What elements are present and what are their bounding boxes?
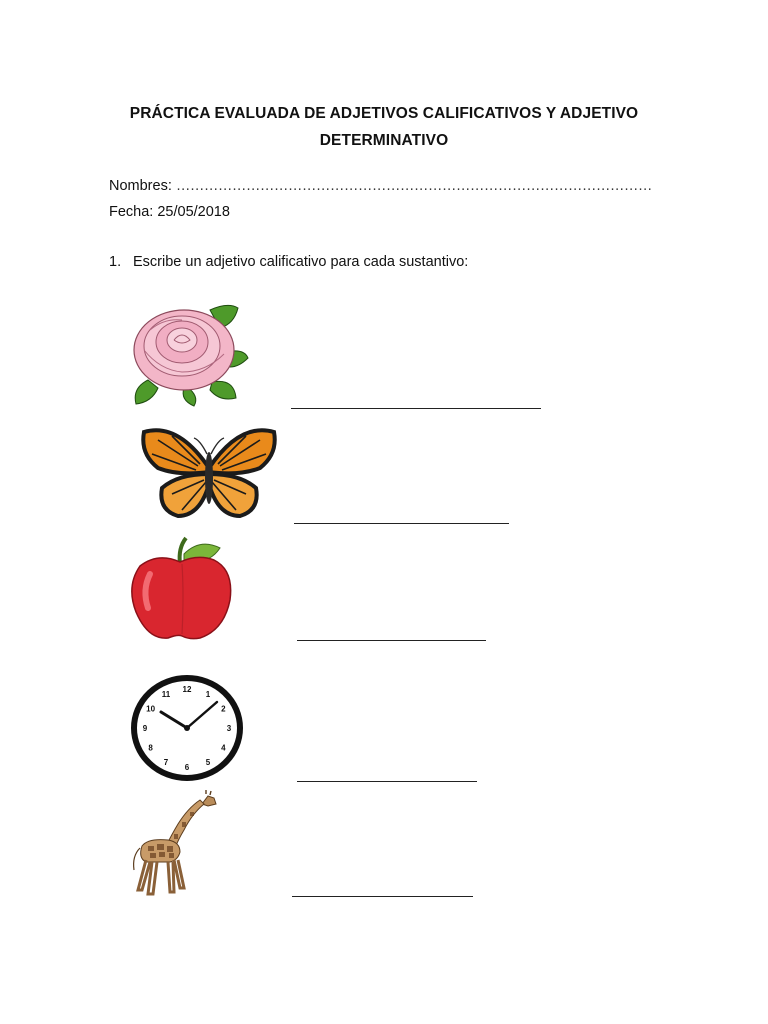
question-text: Escribe un adjetivo calificativo para cada sustantivo: (133, 254, 469, 270)
answer-line-5[interactable] (292, 896, 473, 897)
question-1 (109, 254, 468, 270)
apple-icon (130, 534, 232, 642)
clock-number-5: 5 (205, 757, 211, 767)
answer-line-1[interactable] (291, 408, 541, 409)
giraffe-icon (128, 790, 220, 898)
butterfly-icon (138, 424, 280, 522)
clock-number-4: 4 (221, 743, 226, 753)
clock-number-12: 12 (182, 685, 192, 694)
clock-number-3: 3 (226, 724, 232, 733)
clock-number-11: 11 (161, 690, 171, 700)
clock-number-8: 8 (148, 743, 153, 753)
question-number: 1. (109, 254, 122, 270)
title-line-1: PRÁCTICA EVALUADA DE ADJETIVOS CALIFICATIVOS Y ADJETIVO (129, 105, 639, 122)
answer-line-2[interactable] (294, 523, 509, 524)
answer-line-3[interactable] (297, 640, 486, 641)
clock-number-9: 9 (142, 724, 148, 733)
clock-number-2: 2 (221, 704, 226, 714)
rose-icon (130, 300, 250, 408)
title-line-2: DETERMINATIVO (319, 132, 449, 149)
answer-line-4[interactable] (297, 781, 477, 782)
names-label: Nombres: (109, 178, 172, 194)
date-field: Fecha: 25/05/2018 (109, 204, 230, 220)
names-field (109, 178, 652, 194)
clock-number-7: 7 (163, 757, 169, 767)
worksheet-title (0, 100, 768, 154)
clock-icon (131, 674, 243, 782)
names-dotted-line: ………………………………………………………………………………………… (175, 178, 652, 194)
clock-number-1: 1 (205, 690, 211, 700)
clock-number-6: 6 (184, 763, 190, 772)
clock-number-10: 10 (146, 704, 156, 714)
